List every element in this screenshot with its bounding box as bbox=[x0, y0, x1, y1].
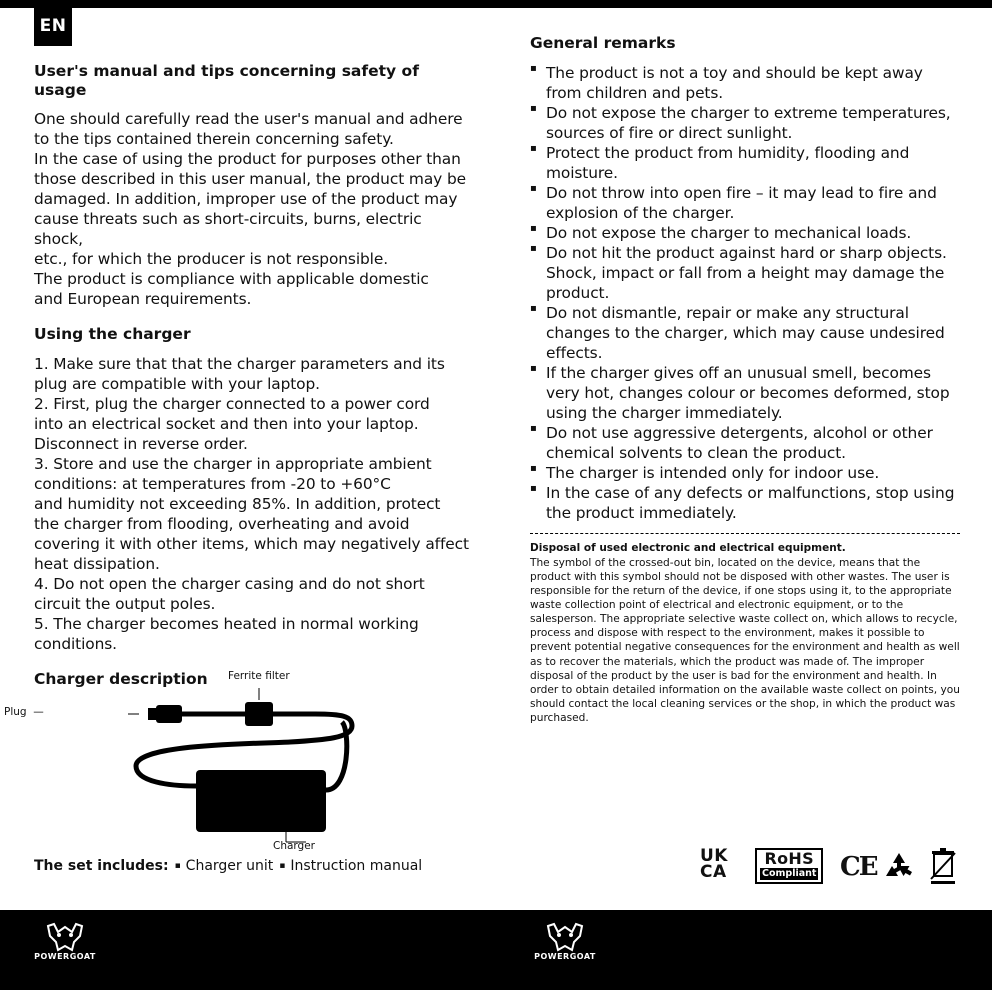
text-line: circuit the output poles. bbox=[34, 595, 216, 614]
text-line: and European requirements. bbox=[34, 290, 252, 309]
section-title-charger-description: Charger description bbox=[34, 670, 208, 689]
language-badge: EN bbox=[34, 6, 72, 46]
text-line: One should carefully read the user's manual and adhere bbox=[34, 110, 463, 129]
ukca-mark bbox=[700, 846, 728, 883]
left-column bbox=[34, 62, 474, 699]
text-line: the charger from flooding, overheating and avoid bbox=[34, 515, 410, 534]
text-line: and humidity not exceeding 85%. In addition, protect bbox=[34, 495, 441, 514]
list-item: ▪ Do not expose the charger to extreme temperatures, sources of fire or direct sunlight. bbox=[530, 103, 960, 143]
text-line: heat dissipation. bbox=[34, 555, 160, 574]
disposal-text: The symbol of the crossed-out bin, located on the device, means that the product with this symbol should not be disposed with other wastes. The user is responsible for the return of the device, if one stops using it, to the appropriate waste collection point of electrical and electronic equipment, or to the salesperson. The appropriate selective waste collect on, which allows to recycle, process and dispose with respect to the environment, makes it possible to prevent potential negative consequences for the environment and health as well as to recover the materials, which the product was made of. The improper disposal of the product by the user is bad for the environment and health. In order to obtain detailed information on the available waste collect on points, you should contact the local cleaning services or the shop, in which the product was purchased. bbox=[530, 556, 960, 724]
set-includes bbox=[34, 858, 422, 874]
diagram-label-ferrite-filter: Ferrite filter bbox=[228, 670, 290, 682]
text-line: conditions. bbox=[34, 635, 117, 654]
plug-text: Plug bbox=[4, 706, 27, 718]
section-title-using-charger: Using the charger bbox=[34, 325, 191, 344]
brand-logo-left bbox=[28, 922, 102, 972]
list-item: ▪ Do not throw into open fire – it may lead to fire and explosion of the charger. bbox=[530, 183, 960, 223]
bottom-black-band bbox=[0, 910, 992, 990]
right-column bbox=[530, 34, 960, 725]
list-item: ▪ Do not use aggressive detergents, alcohol or other chemical solvents to clean the product. bbox=[530, 423, 960, 463]
list-item: ▪ Protect the product from humidity, flooding and moisture. bbox=[530, 143, 960, 183]
rohs-mark bbox=[755, 848, 823, 884]
brand-name: POWERGOAT bbox=[34, 952, 96, 961]
list-item: ▪ In the case of any defects or malfunctions, stop using the product immediately. bbox=[530, 483, 960, 523]
text-line: 4. Do not open the charger casing and do not short bbox=[34, 575, 425, 594]
diagram-label-charger: Charger bbox=[273, 840, 315, 852]
text-line: 1. Make sure that that the charger parameters and its bbox=[34, 354, 445, 373]
charger-diagram-svg bbox=[110, 670, 440, 845]
list-item: ▪ The product is not a toy and should be kept away from children and pets. bbox=[530, 63, 960, 103]
recycle-icon bbox=[882, 850, 916, 884]
text-line: 2. First, plug the charger connected to a power cord bbox=[34, 394, 430, 413]
rohs-line1: RoHS bbox=[764, 849, 814, 868]
text-line: damaged. In addition, improper use of the product may bbox=[34, 190, 458, 209]
text-line: into an electrical socket and then into your laptop. bbox=[34, 414, 419, 433]
diagram-label-plug: Plug — bbox=[4, 706, 44, 718]
set-includes-item: Charger unit bbox=[185, 858, 274, 874]
weee-crossed-bin-icon bbox=[928, 848, 958, 886]
list-item: ▪ Do not hit the product against hard or sharp objects. Shock, impact or fall from a height may damage the product. bbox=[530, 243, 960, 303]
rohs-line2: Compliant bbox=[762, 868, 817, 879]
text-line: plug are compatible with your laptop. bbox=[34, 374, 320, 393]
text-line: In the case of using the product for purposes other than bbox=[34, 150, 461, 169]
list-item: ▪ The charger is intended only for indoor use. bbox=[530, 463, 960, 483]
section-title-safety: User's manual and tips concerning safety of usage bbox=[34, 62, 419, 99]
text-line: to the tips contained therein concerning safety. bbox=[34, 130, 394, 149]
set-includes-label: The set includes: bbox=[34, 858, 169, 874]
charger-diagram bbox=[4, 670, 440, 852]
list-item: ▪ Do not expose the charger to mechanical loads. bbox=[530, 223, 960, 243]
divider bbox=[530, 533, 960, 534]
text-line: 3. Store and use the charger in appropriate ambient bbox=[34, 455, 432, 474]
text-line: cause threats such as short-circuits, burns, electric shock, bbox=[34, 210, 422, 249]
safety-paragraph bbox=[34, 109, 474, 309]
general-remarks-list bbox=[530, 63, 960, 523]
certification-marks bbox=[700, 846, 960, 894]
text-line: conditions: at temperatures from -20 to +60°C bbox=[34, 475, 391, 494]
text-line: those described in this user manual, the product may be bbox=[34, 170, 466, 189]
section-title-general-remarks: General remarks bbox=[530, 34, 676, 52]
brand-logo-center bbox=[528, 922, 602, 972]
brand-name: POWERGOAT bbox=[534, 952, 596, 961]
set-includes-item: Instruction manual bbox=[290, 858, 423, 874]
ukca-line1: UK bbox=[700, 846, 728, 866]
disposal-title: Disposal of used electronic and electrical equipment. bbox=[530, 541, 846, 554]
ce-mark: CE bbox=[840, 852, 877, 882]
text-line: etc., for which the producer is not responsible. bbox=[34, 250, 389, 269]
text-line: Disconnect in reverse order. bbox=[34, 435, 248, 453]
text-line: covering it with other items, which may negatively affect bbox=[34, 535, 469, 554]
using-charger-steps bbox=[34, 354, 474, 654]
list-item: ▪ Do not dismantle, repair or make any structural changes to the charger, which may cause undesired effects. bbox=[530, 303, 960, 363]
list-item: ▪ If the charger gives off an unusual smell, becomes very hot, changes colour or becomes deformed, stop using the charger immediately. bbox=[530, 363, 960, 423]
text-line: The product is compliance with applicable domestic bbox=[34, 270, 429, 289]
text-line: 5. The charger becomes heated in normal working bbox=[34, 615, 419, 634]
ukca-line2: CA bbox=[700, 862, 727, 883]
top-black-band bbox=[0, 0, 992, 8]
